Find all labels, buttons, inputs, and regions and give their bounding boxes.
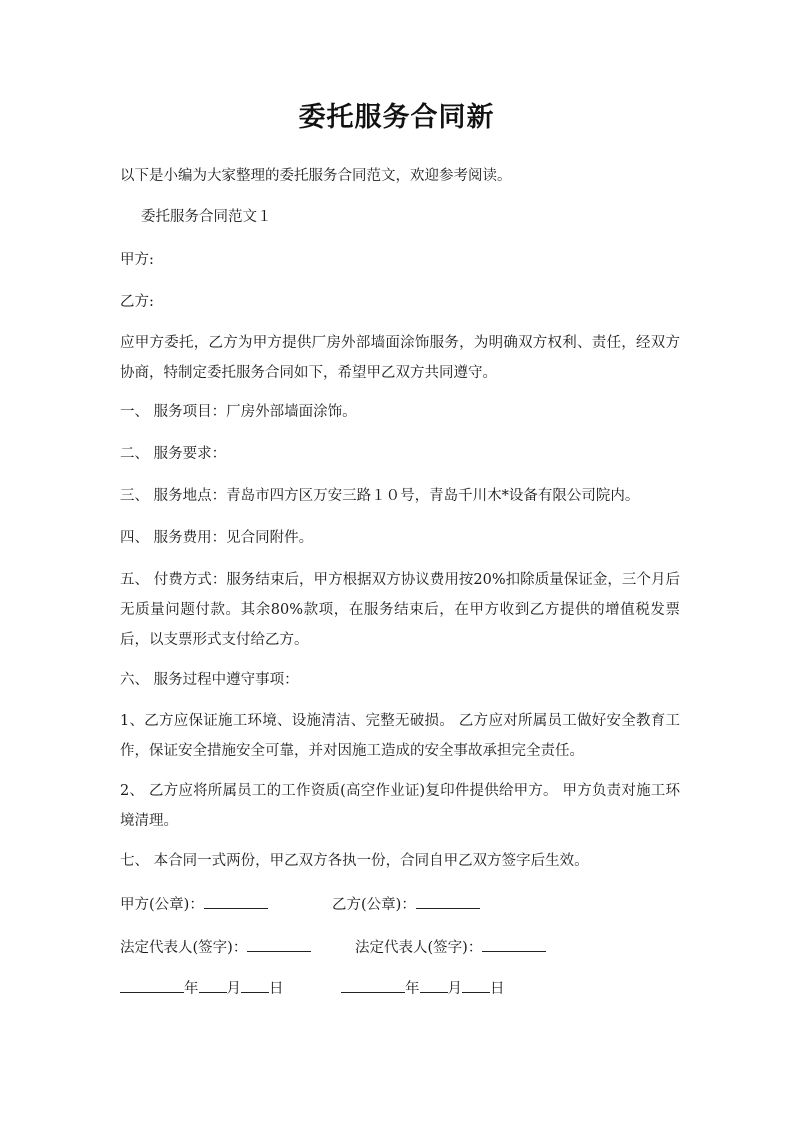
day-label: 日 (490, 981, 505, 997)
party-a-rep-blank (247, 937, 311, 952)
party-b-month-blank (420, 978, 448, 993)
party-a-rep-label: 法定代表人(签字)： (120, 940, 248, 956)
party-b-representative (355, 937, 546, 958)
clause-3: 三、 服务地点：青岛市四方区万安三路１０号，青岛千川木*设备有限公司院内。 (120, 488, 640, 504)
document-title: 委托服务合同新 (298, 102, 495, 133)
party-b-day-blank (462, 978, 490, 993)
party-a-year-blank (120, 978, 184, 993)
party-a-seal (120, 894, 268, 915)
party-a-date (120, 978, 284, 999)
preamble-paragraph: 应甲方委托，乙方为甲方提供厂房外部墙面涂饰服务，为明确双方权利、责任，经双方协商，特制定委托服务合同如下，希望甲乙双方共同遵守。 (120, 335, 680, 381)
year-label: 年 (405, 981, 420, 997)
party-b-seal (332, 894, 480, 915)
year-label: 年 (184, 981, 199, 997)
party-b-seal-blank (416, 894, 480, 909)
party-a-day-blank (241, 978, 269, 993)
party-a-representative (120, 937, 311, 958)
clause-1: 一、 服务项目：厂房外部墙面涂饰。 (120, 404, 357, 420)
clause-6-item-2: 2、 乙方应将所属员工的工作资质(高空作业证)复印件提供给甲方。 甲方负责对施工环境清理。 (120, 783, 680, 829)
clause-6: 六、 服务过程中遵守事项： (120, 672, 299, 688)
clause-2: 二、 服务要求： (120, 446, 227, 462)
sample-heading: 委托服务合同范文１ (141, 209, 272, 225)
intro-text: 以下是小编为大家整理的委托服务合同范文，欢迎参考阅读。 (120, 168, 512, 184)
party-b-year-blank (341, 978, 405, 993)
clause-4: 四、 服务费用：见合同附件。 (120, 530, 314, 546)
clause-6-item-1: 1、乙方应保证施工环境、设施清洁、完整无破损。 乙方应对所属员工做好安全教育工作，保证安全措施安全可靠，并对因施工造成的安全事故承担完全责任。 (120, 713, 680, 759)
clause-5: 五、 付费方式：服务结束后，甲方根据双方协议费用按20%扣除质量保证金，三个月后无质量问题付款。其余80%款项，在服务结束后，在甲方收到乙方提供的增值税发票后，以支票形式支付给乙方。 (120, 572, 680, 648)
party-b-label: 乙方: (120, 294, 154, 310)
party-b-seal-label: 乙方(公章)： (332, 897, 416, 913)
clause-7: 七、 本合同一式两份，甲乙双方各执一份，合同自甲乙双方签字后生效。 (120, 853, 589, 869)
party-a-seal-blank (204, 894, 268, 909)
party-b-date (341, 978, 505, 999)
day-label: 日 (269, 981, 284, 997)
party-a-month-blank (199, 978, 227, 993)
month-label: 月 (447, 981, 462, 997)
party-b-rep-label: 法定代表人(签字)： (355, 940, 483, 956)
party-a-label: 甲方: (120, 252, 154, 268)
month-label: 月 (226, 981, 241, 997)
party-b-rep-blank (482, 937, 546, 952)
party-a-seal-label: 甲方(公章)： (120, 897, 204, 913)
